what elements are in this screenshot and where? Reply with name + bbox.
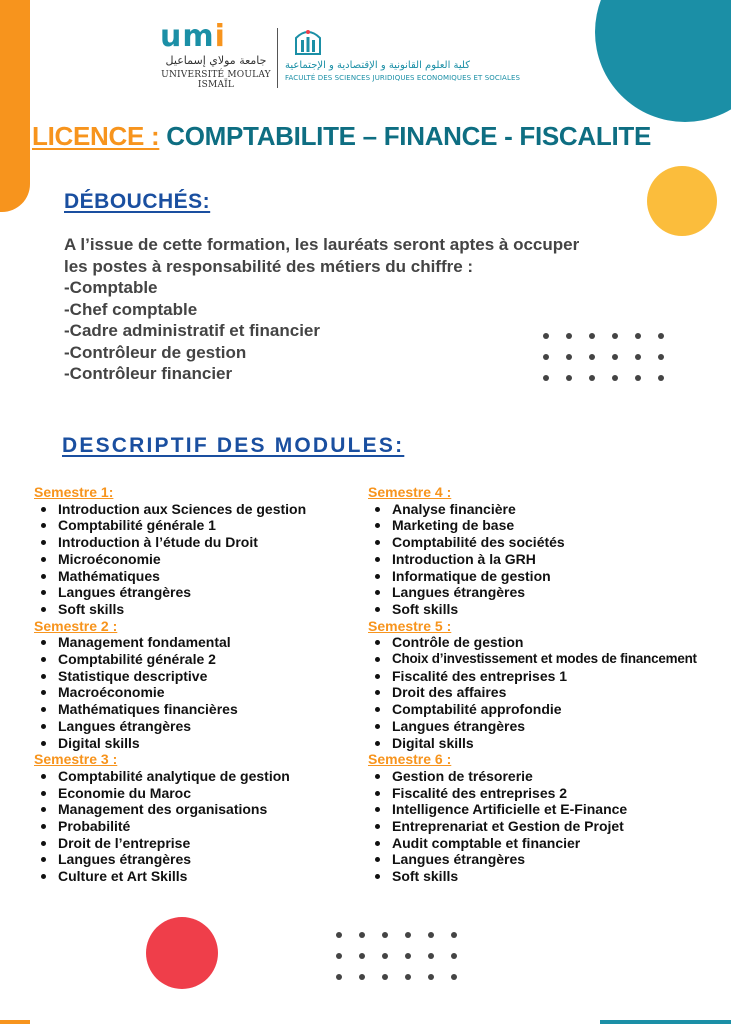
yellow-circle-decoration [647,166,717,236]
bullet-icon [375,791,380,796]
module-item [368,851,728,868]
bullet-icon [375,574,380,579]
module-item [368,534,728,551]
bullet-icon [41,523,46,528]
semester-module-list [368,501,728,618]
module-label: Culture et Art Skills [58,868,188,885]
dot [359,953,365,959]
bullet-icon [375,841,380,846]
module-label: Contrôle de gestion [392,634,524,651]
module-label: Intelligence Artificielle et E-Finance [392,801,628,818]
module-label: Soft skills [58,600,125,617]
bullet-icon [375,590,380,595]
faculty-arabic-name: كلية العلوم القانونية و الإقتصادية و الإجتماعية [285,60,470,71]
dot [658,354,664,360]
bullet-icon [41,557,46,562]
module-item [368,785,728,802]
module-label: Analyse financière [392,500,516,517]
debouches-text [64,234,654,385]
modules-heading: DESCRIPTIF DES MODULES: [62,434,405,457]
module-label: Introduction aux Sciences de gestion [58,500,307,517]
module-label: Marketing de base [392,517,515,534]
logo-divider [277,28,278,88]
bullet-icon [41,874,46,879]
umi-french-name: UNIVERSITÉ MOULAY ISMAÏL [161,70,271,90]
dot [451,974,457,980]
bullet-icon [375,690,380,695]
bullet-icon [375,824,380,829]
module-item [368,668,728,685]
bullet-icon [375,807,380,812]
module-item [368,818,728,835]
bullet-icon [41,741,46,746]
module-label: Comptabilité approfondie [392,701,562,718]
module-item [34,801,354,818]
module-item [34,551,354,568]
module-label: Fiscalité des entreprises 2 [392,784,568,801]
faculty-french-name: FACULTÉ DES SCIENCES JURIDIQUES ECONOMIQUES ET SOCIALES [285,74,521,82]
module-item [34,818,354,835]
bullet-icon [375,507,380,512]
dot [382,932,388,938]
module-label: Langues étrangères [58,851,192,868]
bullet-icon [375,741,380,746]
module-label: Langues étrangères [392,851,526,868]
bullet-icon [41,774,46,779]
bullet-icon [41,841,46,846]
debouches-job-item: -Chef comptable [64,299,198,319]
module-item [34,601,354,618]
bullet-icon [41,540,46,545]
module-item [34,684,354,701]
bullet-icon [375,857,380,862]
module-item [368,551,728,568]
debouches-intro-line: les postes à responsabilité des métiers du chiffre : [64,256,474,276]
module-label: Entreprenariat et Gestion de Projet [392,818,624,835]
module-label: Introduction à la GRH [392,550,536,567]
module-label: Informatique de gestion [392,567,551,584]
bullet-icon [375,774,380,779]
module-item [368,684,728,701]
bullet-icon [375,874,380,879]
module-label: Management fondamental [58,634,231,651]
semester-title: Semestre 4 : [368,484,452,500]
module-item [368,735,728,752]
module-item [34,835,354,852]
semester-module-list [34,634,354,751]
module-label: Fiscalité des entreprises 1 [392,667,568,684]
module-item [368,701,728,718]
module-item [34,568,354,585]
module-label: Comptabilité des sociétés [392,534,565,551]
bullet-icon [41,607,46,612]
module-label: Droit de l’entreprise [58,834,191,851]
bullet-icon [375,557,380,562]
module-label: Soft skills [392,868,459,885]
module-item [34,501,354,518]
semester-module-list [34,501,354,618]
dot [359,932,365,938]
module-label: Langues étrangères [392,717,526,734]
module-label: Mathématiques [58,567,160,584]
semester-module-list [368,634,728,751]
bullet-icon [41,807,46,812]
dot [336,953,342,959]
module-item [34,534,354,551]
bullet-icon [41,674,46,679]
title-prefix: LICENCE : [32,121,160,151]
bullet-icon [375,540,380,545]
title-program: COMPTABILITE – FINANCE - FISCALITE [166,121,652,151]
module-label: Introduction à l’étude du Droit [58,534,258,551]
bullet-icon [41,507,46,512]
dot-grid-bottom [336,932,457,980]
bullet-icon [41,657,46,662]
dot [382,974,388,980]
module-label: Digital skills [58,734,140,751]
bullet-icon [375,674,380,679]
bullet-icon [41,640,46,645]
debouches-job-item: -Contrôleur financier [64,364,233,383]
umi-logo-mark: umi [160,19,226,54]
module-item [34,584,354,601]
module-item [368,801,728,818]
dot [359,974,365,980]
bullet-icon [41,707,46,712]
module-label: Comptabilité analytique de gestion [58,767,290,784]
module-label: Mathématiques financières [58,701,238,718]
module-label: Gestion de trésorerie [392,767,533,784]
module-label: Microéconomie [58,550,161,567]
module-item [34,785,354,802]
bottom-orange-bar [0,1020,30,1024]
module-label: Audit comptable et financier [392,834,581,851]
bullet-icon [375,607,380,612]
module-item [368,601,728,618]
bullet-icon [41,724,46,729]
debouches-job-item: -Cadre administratif et financier [64,321,321,340]
module-label: Economie du Maroc [58,784,192,801]
semester-title: Semestre 2 : [34,617,118,634]
module-label: Choix d’investissement et modes de financement [392,651,697,667]
module-item [34,517,354,534]
bullet-icon [375,657,380,662]
module-item [368,651,728,668]
semester-title: Semestre 5 : [368,617,452,634]
dot [336,932,342,938]
module-item [34,768,354,785]
bottom-teal-bar [600,1020,731,1024]
module-item [368,868,728,885]
bullet-icon [375,707,380,712]
bullet-icon [41,791,46,796]
semester-title: Semestre 6 : [368,751,452,768]
red-circle-decoration [146,917,218,989]
semester-title: Semestre 1: [34,484,114,500]
bullet-icon [375,724,380,729]
module-item [368,835,728,852]
module-item [368,568,728,585]
module-item [34,851,354,868]
dot [428,953,434,959]
debouches-job-item: -Comptable [64,278,158,297]
dot [658,375,664,381]
module-label: Macroéconomie [58,684,165,701]
module-item [368,517,728,534]
module-item [368,584,728,601]
bullet-icon [41,590,46,595]
module-label: Langues étrangères [58,584,192,601]
umi-arabic-name: جامعة مولاي إسماعيل [165,54,267,67]
module-label: Langues étrangères [392,584,526,601]
modules-right-column [368,484,728,885]
debouches-intro-line: A l’issue de cette formation, les lauréats seront aptes à occuper [64,235,580,254]
dot [405,932,411,938]
module-label: Statistique descriptive [58,667,208,684]
bullet-icon [41,824,46,829]
bullet-icon [375,640,380,645]
module-item [34,701,354,718]
dot [451,932,457,938]
module-item [34,634,354,651]
semester-module-list [368,768,728,885]
module-label: Droit des affaires [392,684,507,701]
module-label: Digital skills [392,734,474,751]
debouches-heading: DÉBOUCHÉS: [64,190,211,213]
debouches-job-item: -Contrôleur de gestion [64,342,247,362]
bullet-icon [41,857,46,862]
teal-circle-decoration [595,0,731,122]
module-item [368,501,728,518]
module-item [34,868,354,885]
module-label: Comptabilité générale 2 [58,651,216,668]
module-label: Langues étrangères [58,717,192,734]
module-item [34,651,354,668]
page-title [32,120,651,152]
orange-corner-tab [0,0,30,212]
dot [405,953,411,959]
bullet-icon [375,523,380,528]
dot [382,953,388,959]
module-item [34,735,354,752]
umi-logo [160,19,272,90]
module-item [368,768,728,785]
bullet-icon [41,574,46,579]
dot [658,333,664,339]
faculty-emblem-icon [292,24,324,56]
bullet-icon [41,690,46,695]
modules-left-column [34,484,354,885]
dot [428,974,434,980]
dot [428,932,434,938]
module-label: Comptabilité générale 1 [58,517,216,534]
module-item [368,718,728,735]
faculty-logo [285,24,521,88]
module-label: Probabilité [58,818,131,835]
dot [336,974,342,980]
module-item [368,634,728,651]
dot [451,953,457,959]
semester-title: Semestre 3 : [34,751,118,768]
module-label: Soft skills [392,600,459,617]
module-label: Management des organisations [58,801,268,818]
semester-module-list [34,768,354,885]
module-item [34,718,354,735]
module-item [34,668,354,685]
dot [405,974,411,980]
